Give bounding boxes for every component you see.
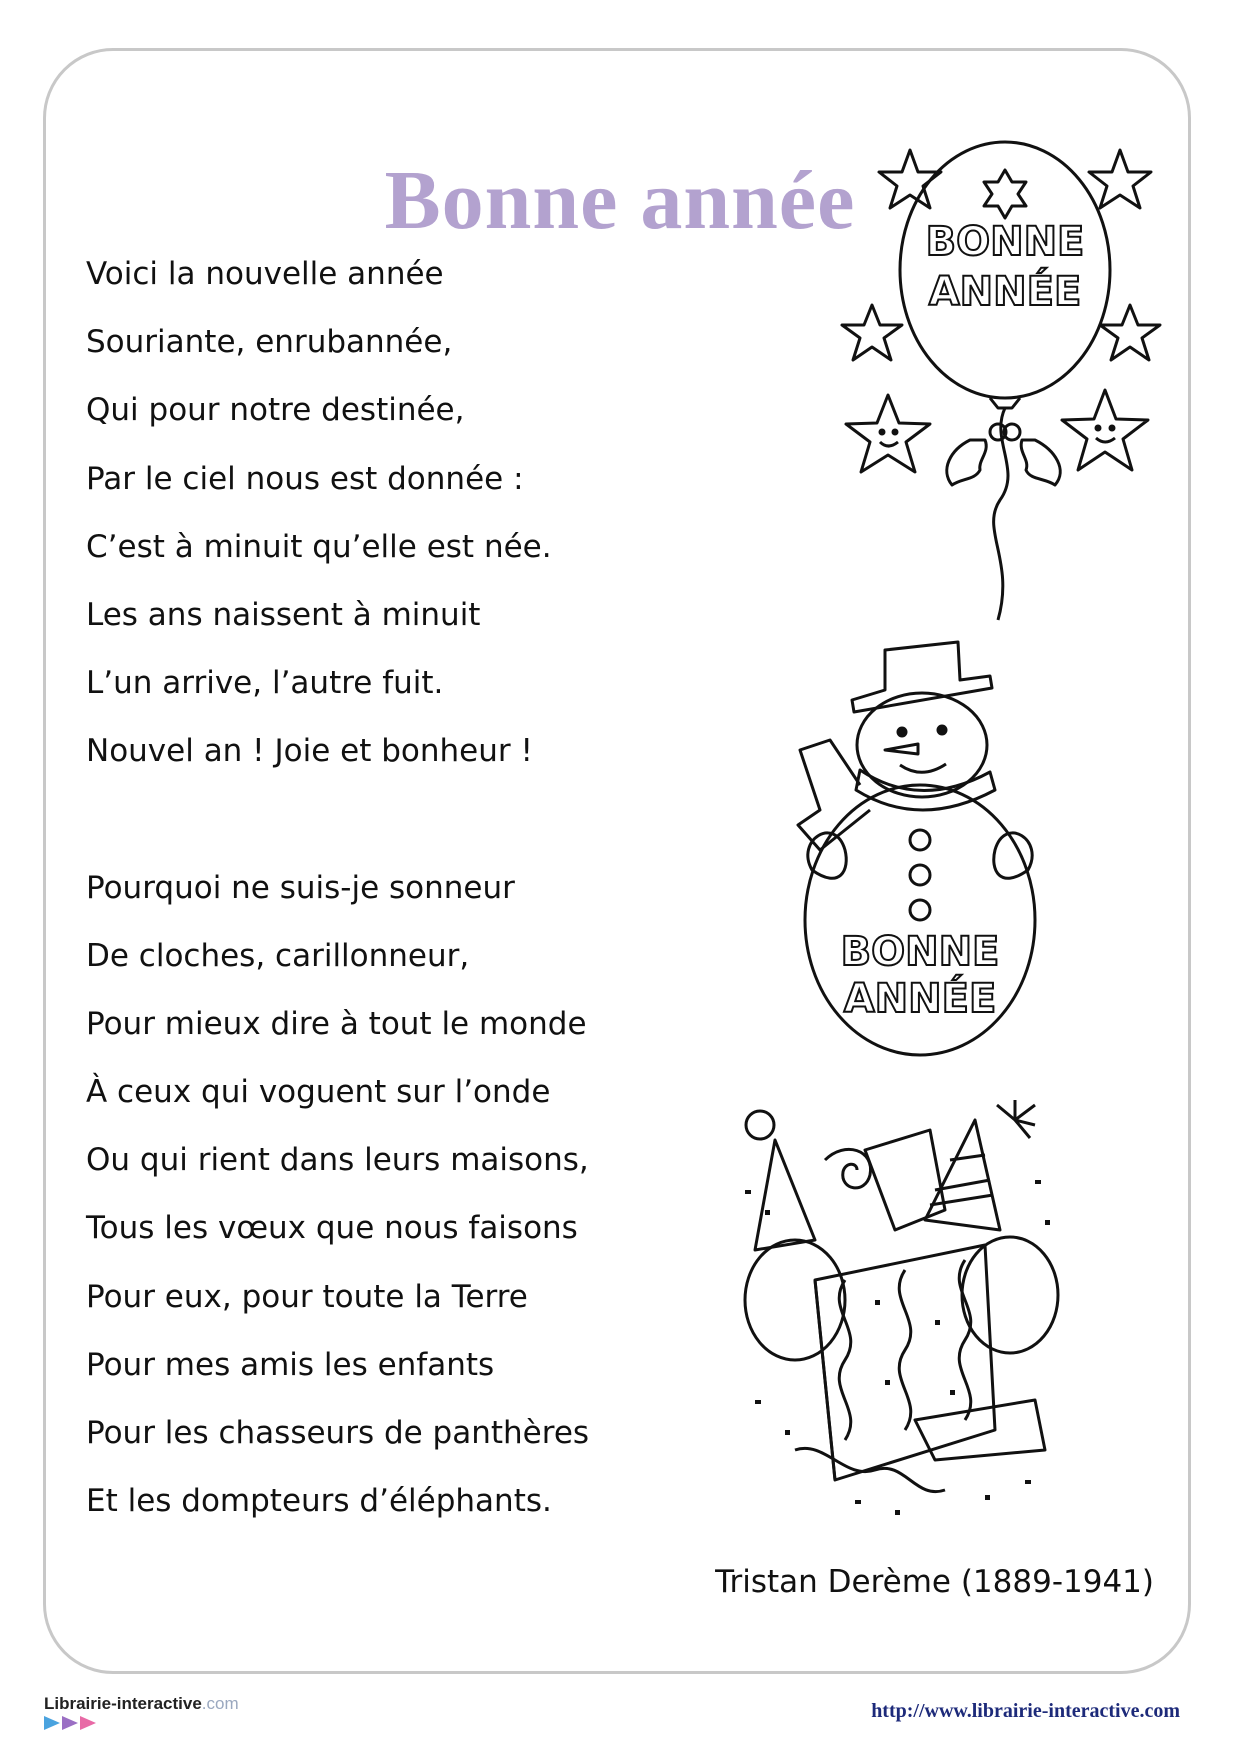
- poem-line: L’un arrive, l’autre fuit.: [86, 665, 444, 702]
- play-arrow-icon: [44, 1716, 60, 1730]
- play-arrow-icon: [80, 1716, 96, 1730]
- party-illustration: [735, 1100, 1065, 1520]
- holly-icon: [1021, 440, 1060, 485]
- poem-line: À ceux qui voguent sur l’onde: [86, 1074, 551, 1111]
- stanza-1: [86, 240, 726, 786]
- holly-icon: [947, 440, 986, 485]
- poem-line: Nouvel an ! Joie et bonheur !: [86, 733, 533, 770]
- poem-line: Pour mieux dire à tout le monde: [86, 1005, 587, 1042]
- balloon-icon: [745, 1240, 845, 1360]
- poem-line: Ou qui rient dans leurs maisons,: [86, 1142, 589, 1179]
- balloon-lettering-bottom: ANNÉE: [928, 269, 1082, 315]
- logo-text: [44, 1694, 239, 1714]
- party-hat-icon: [755, 1140, 815, 1250]
- poem-line: De cloches, carillonneur,: [86, 937, 470, 974]
- star-icon: [842, 305, 902, 360]
- poem-line: Pour eux, pour toute la Terre: [86, 1278, 528, 1315]
- star-icon: [1089, 150, 1151, 208]
- snowflake-icon: [984, 170, 1026, 218]
- poem-line: Souriante, enrubannée,: [86, 324, 453, 361]
- balloon-icon: [962, 1237, 1058, 1353]
- streamer-icon: [959, 1260, 971, 1420]
- smiling-star-icon: [846, 395, 930, 472]
- footer-logo[interactable]: [44, 1694, 239, 1730]
- footer-url-link[interactable]: http://www.librairie-interactive.com: [871, 1700, 1180, 1722]
- poem: [86, 240, 726, 1535]
- carrot-nose-icon: [885, 744, 918, 754]
- poem-line: Tous les vœux que nous faisons: [86, 1210, 578, 1247]
- snowman-illustration: [790, 640, 1050, 1060]
- poem-line: Les ans naissent à minuit: [86, 596, 481, 633]
- page-title: Bonne année: [384, 154, 856, 248]
- balloon-lettering-top: BONNE: [925, 219, 1085, 265]
- snowman-lettering-bottom: ANNÉE: [843, 976, 997, 1022]
- poem-line: C’est à minuit qu’elle est née.: [86, 528, 552, 565]
- logo-arrows: [44, 1716, 239, 1730]
- balloon-illustration: [840, 140, 1180, 640]
- play-arrow-icon: [62, 1716, 78, 1730]
- logo-name: Librairie-interactive: [44, 1694, 202, 1713]
- smiling-star-icon: [1062, 390, 1148, 470]
- poem-line: Qui pour notre destinée,: [86, 392, 465, 429]
- poem-line: Pour mes amis les enfants: [86, 1346, 495, 1383]
- streamer-icon: [899, 1270, 911, 1430]
- poem-author: Tristan Derème (1889-1941): [715, 1564, 1154, 1600]
- poem-line: Pourquoi ne suis-je sonneur: [86, 869, 515, 906]
- poem-line: Voici la nouvelle année: [86, 256, 444, 292]
- logo-tld: .com: [201, 1694, 239, 1713]
- stanza-2: [86, 854, 726, 1536]
- poem-line: Et les dompteurs d’éléphants.: [86, 1483, 552, 1520]
- poem-line: Par le ciel nous est donnée :: [86, 460, 524, 497]
- snowman-lettering-top: BONNE: [840, 929, 1000, 975]
- poem-line: Pour les chasseurs de panthères: [86, 1415, 590, 1451]
- snowman-hat: [852, 642, 992, 712]
- star-icon: [1100, 305, 1160, 360]
- party-horn-icon: [865, 1130, 945, 1230]
